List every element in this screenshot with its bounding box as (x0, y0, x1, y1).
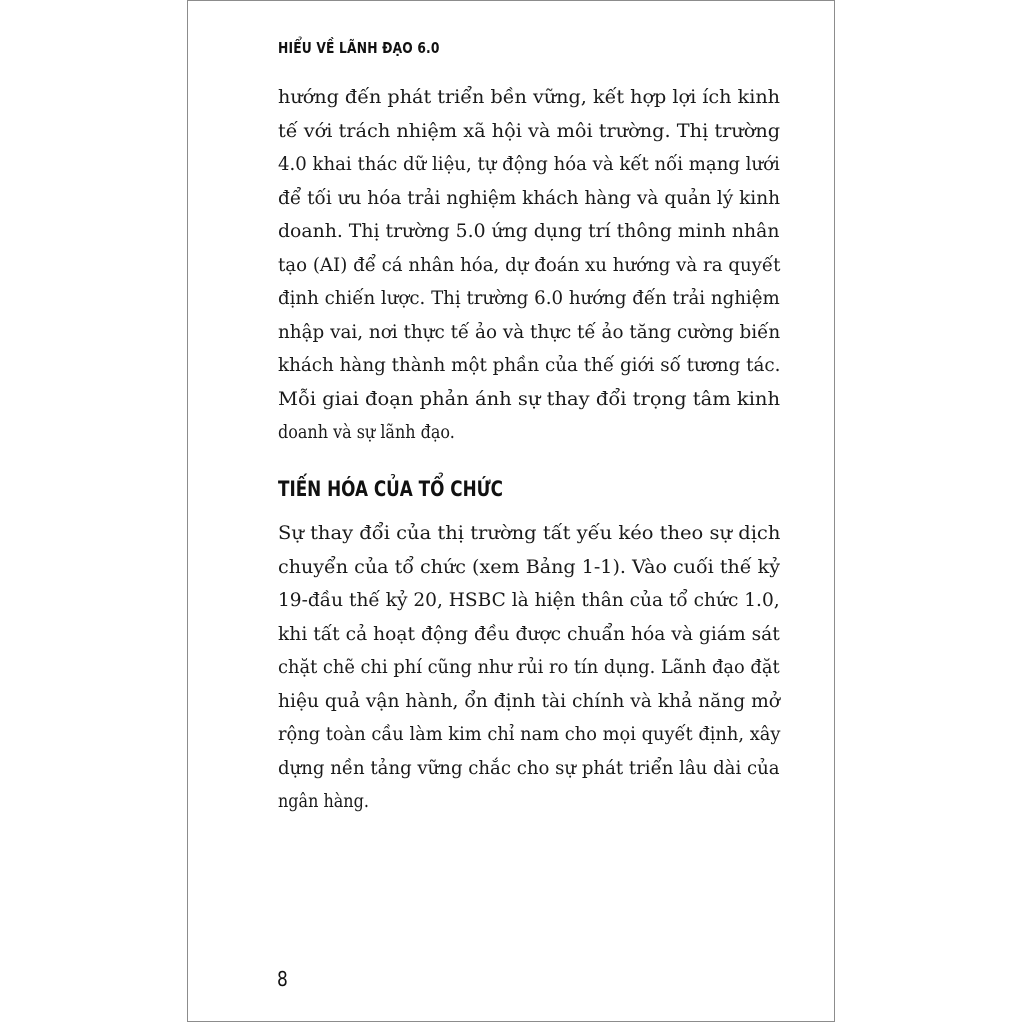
text-line: doanh. Thị trường 5.0 ứng dụng trí thông minh nhân (278, 221, 780, 242)
text-line: Sự thay đổi của thị trường tất yếu kéo theo sự dịch (278, 523, 781, 544)
text-line: chặt chẽ chi phí cũng như rủi ro tín dụng. Lãnh đạo đặt (278, 657, 780, 678)
text-line: tế với trách nhiệm xã hội và môi trường. Thị trường (278, 120, 781, 142)
text-line: Mỗi giai đoạn phản ánh sự thay đổi trọng tâm kinh (278, 388, 781, 410)
text-line: rộng toàn cầu làm kim chỉ nam cho mọi quyết định, xây (278, 724, 781, 745)
book-page (187, 0, 835, 1022)
running-head: HIỂU VỀ LÃNH ĐẠO 6.0 (278, 39, 440, 57)
text-line: hiệu quả vận hành, ổn định tài chính và khả năng mở (278, 690, 781, 712)
text-line: tạo (AI) để cá nhân hóa, dự đoán xu hướng và ra quyết (278, 254, 781, 276)
text-line: khi tất cả hoạt động đều được chuẩn hóa và giám sát (278, 623, 780, 645)
text-line: khách hàng thành một phần của thế giới số tương tác. (278, 355, 781, 376)
text-line: doanh và sự lãnh đạo. (278, 422, 455, 443)
text-line: để tối ưu hóa trải nghiệm khách hàng và quản lý kinh (278, 187, 781, 209)
page-number: 8 (277, 967, 288, 991)
text-line: hướng đến phát triển bền vững, kết hợp lợi ích kinh (278, 87, 781, 108)
text-line: ngân hàng. (278, 791, 369, 812)
section-heading: TIẾN HÓA CỦA TỔ CHỨC (278, 477, 504, 501)
text-line: nhập vai, nơi thực tế ảo và thực tế ảo tăng cường biến (278, 321, 781, 343)
paragraph-2 (278, 517, 780, 819)
text-line: định chiến lược. Thị trường 6.0 hướng đến trải nghiệm (278, 288, 780, 309)
text-line: dựng nền tảng vững chắc cho sự phát triển lâu dài của (278, 757, 780, 779)
paragraph-1 (278, 81, 780, 450)
text-line: chuyển của tổ chức (xem Bảng 1-1). Vào cuối thế kỷ (278, 556, 780, 578)
text-line: 4.0 khai thác dữ liệu, tự động hóa và kết nối mạng lưới (278, 154, 780, 175)
text-line: 19-đầu thế kỷ 20, HSBC là hiện thân của tổ chức 1.0, (278, 590, 780, 611)
